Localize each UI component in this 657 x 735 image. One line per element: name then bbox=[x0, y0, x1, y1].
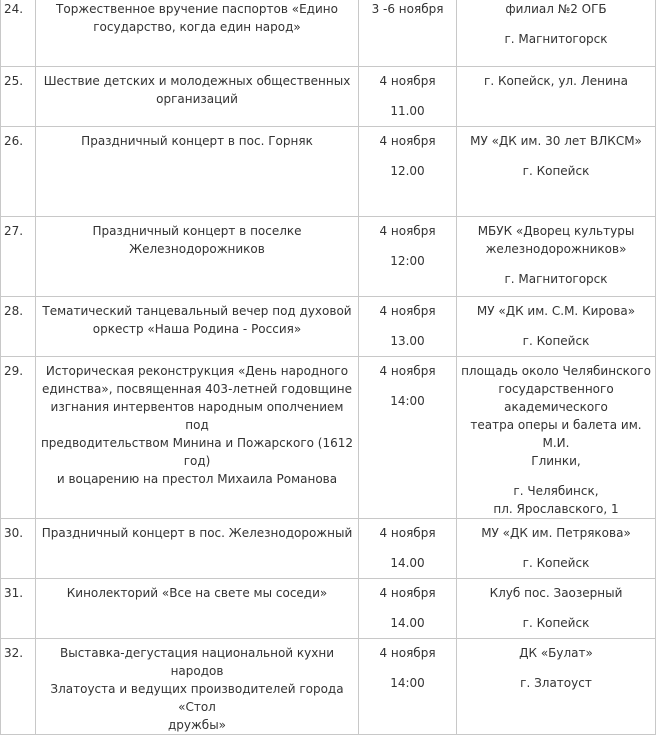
event-date: 4 ноября 14.00 bbox=[359, 579, 457, 639]
event-description: Праздничный концерт в пос. Железнодорожный bbox=[36, 519, 359, 579]
event-description: Выставка-дегустация национальной кухни народов Златоуста и ведущих производителей города «Стол дружбы» bbox=[36, 639, 359, 735]
row-number: 25. bbox=[1, 67, 36, 127]
event-place: филиал №2 ОГБ г. Магнитогорск bbox=[457, 0, 656, 67]
row-number: 24. bbox=[1, 0, 36, 67]
table-row bbox=[1, 519, 656, 579]
event-place: площадь около Челябинского государственного академического театра оперы и балета им. М.И. Глинки, г. Челябинск, пл. Ярославского, 1 bbox=[457, 357, 656, 519]
event-place: МУ «ДК им. С.М. Кирова» г. Копейск bbox=[457, 297, 656, 357]
row-number: 31. bbox=[1, 579, 36, 639]
table-row bbox=[1, 357, 656, 519]
event-place: МУ «ДК им. 30 лет ВЛКСМ» г. Копейск bbox=[457, 127, 656, 217]
event-description: Праздничный концерт в пос. Горняк bbox=[36, 127, 359, 217]
table-row bbox=[1, 297, 656, 357]
row-number: 32. bbox=[1, 639, 36, 735]
event-place: Клуб пос. Заозерный г. Копейск bbox=[457, 579, 656, 639]
event-date: 4 ноября 14.00 bbox=[359, 519, 457, 579]
event-place: ДК «Булат» г. Златоуст bbox=[457, 639, 656, 735]
event-place: МУ «ДК им. Петрякова» г. Копейск bbox=[457, 519, 656, 579]
row-number: 29. bbox=[1, 357, 36, 519]
row-number: 28. bbox=[1, 297, 36, 357]
row-number: 27. bbox=[1, 217, 36, 297]
table-row bbox=[1, 217, 656, 297]
event-place: г. Копейск, ул. Ленина bbox=[457, 67, 656, 127]
event-place: МБУК «Дворец культуры железнодорожников» г. Магнитогорск bbox=[457, 217, 656, 297]
event-description: Тематический танцевальный вечер под духовой оркестр «Наша Родина - Россия» bbox=[36, 297, 359, 357]
event-description: Праздничный концерт в поселке Железнодорожников bbox=[36, 217, 359, 297]
table-row bbox=[1, 579, 656, 639]
table-row bbox=[1, 0, 656, 67]
event-date: 4 ноября 13.00 bbox=[359, 297, 457, 357]
event-date: 4 ноября 14:00 bbox=[359, 639, 457, 735]
event-description: Торжественное вручение паспортов «Едино государство, когда един народ» bbox=[36, 0, 359, 67]
event-description: Кинолекторий «Все на свете мы соседи» bbox=[36, 579, 359, 639]
row-number: 26. bbox=[1, 127, 36, 217]
event-date: 3 -6 ноября bbox=[359, 0, 457, 67]
event-date: 4 ноября 12.00 bbox=[359, 127, 457, 217]
event-date: 4 ноября 11.00 bbox=[359, 67, 457, 127]
table-row bbox=[1, 639, 656, 735]
event-date: 4 ноября 12:00 bbox=[359, 217, 457, 297]
event-description: Историческая реконструкция «День народного единства», посвященная 403-летней годовщине изгнания интервентов народным ополчением под предводительством Минина и Пожарского (1612 год) и воцарению на престол Михаила Романова bbox=[36, 357, 359, 519]
table-row bbox=[1, 127, 656, 217]
row-number: 30. bbox=[1, 519, 36, 579]
event-description: Шествие детских и молодежных общественных организаций bbox=[36, 67, 359, 127]
event-date: 4 ноября 14:00 bbox=[359, 357, 457, 519]
table-row bbox=[1, 67, 656, 127]
